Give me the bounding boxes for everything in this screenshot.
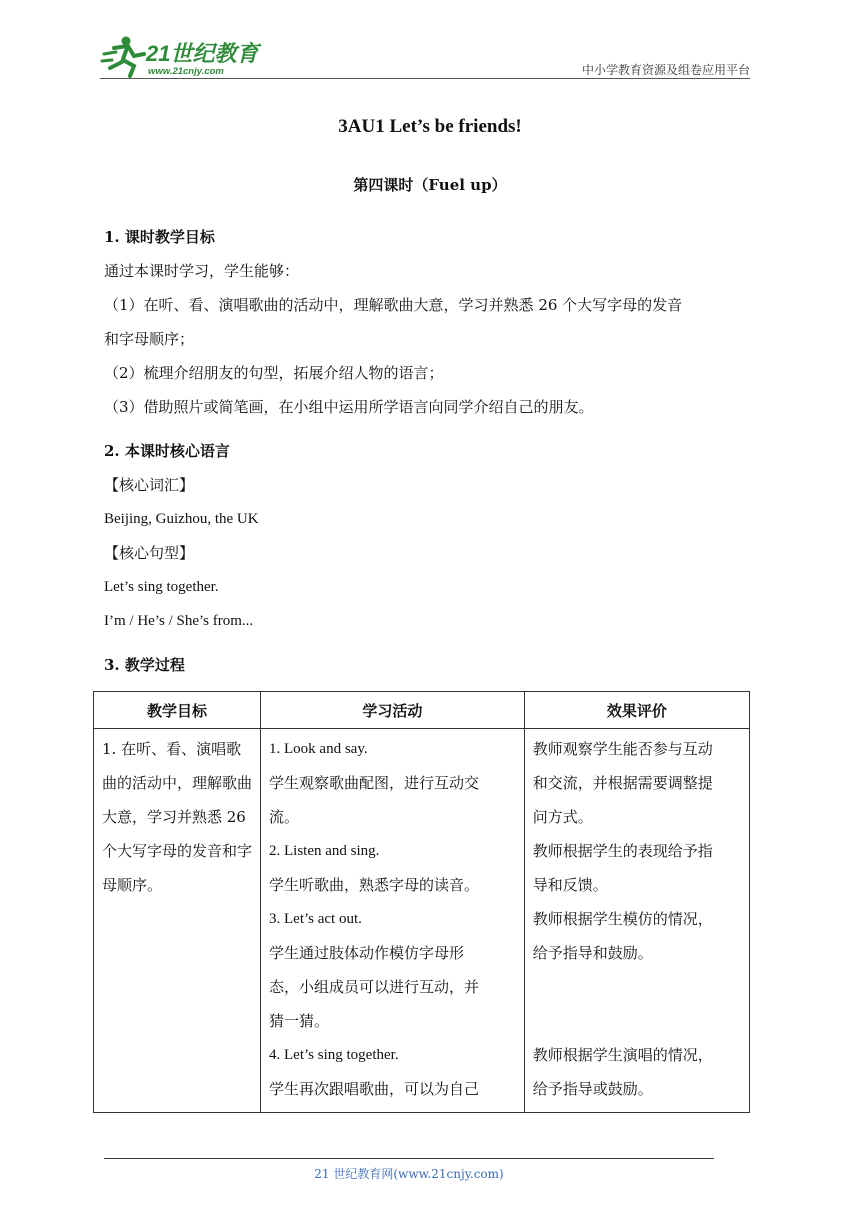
table-header-row [94, 692, 750, 729]
running-figure-icon [102, 37, 144, 77]
document-body [104, 220, 760, 682]
header-divider [100, 78, 750, 79]
evaluation-line: 给予指导和鼓励。 [532, 944, 653, 962]
evaluation-line: 教师根据学生演唱的情况， [532, 1046, 713, 1064]
evaluation-line: 教师根据学生模仿的情况， [532, 910, 713, 928]
paragraph-line: Let’s sing together. [104, 579, 219, 595]
paragraph-line: （1）在听、看、演唱歌曲的活动中，理解歌曲大意，学习并熟悉 26 个大写字母的发音 [104, 296, 683, 314]
paragraph-line: 和字母顺序； [104, 330, 195, 348]
evaluation-line: 教师观察学生能否参与互动 [532, 740, 713, 758]
svg-text:21世纪教育: 21世纪教育 [146, 41, 259, 66]
paragraph-line: Beijing, Guizhou, the UK [104, 511, 259, 527]
goal-cell [94, 729, 261, 1113]
activity-line: 态，小组成员可以进行互动，并 [269, 978, 480, 996]
paragraph-line: 【核心句型】 [104, 544, 195, 562]
svg-text:www.21cnjy.com: www.21cnjy.com [148, 66, 224, 77]
column-header: 学习活动 [261, 692, 525, 729]
logo [100, 34, 280, 78]
page-subtitle: 第四课时（Fuel up） [353, 176, 507, 194]
table-row [94, 729, 750, 1113]
evaluation-line: 教师根据学生的表现给予指 [532, 842, 713, 860]
activity-line: 1. Look and say. [269, 741, 368, 757]
activity-line: 学生通过肢体动作模仿字母形 [269, 944, 465, 962]
activity-line: 流。 [269, 808, 300, 826]
footer-divider [104, 1158, 714, 1159]
teaching-process-table [93, 691, 750, 1113]
activity-line: 学生观察歌曲配图，进行互动交 [269, 774, 480, 792]
section-heading-teaching-process: 3. 教学过程 [104, 656, 185, 674]
activity-line: 学生再次跟唱歌曲，可以为自己 [269, 1080, 480, 1098]
activity-line: 2. Listen and sing. [269, 843, 380, 859]
evaluation-cell [524, 729, 749, 1113]
page-header [100, 34, 750, 78]
section-heading-core-language: 2. 本课时核心语言 [104, 442, 230, 460]
paragraph-line: （3）借助照片或简笔画，在小组中运用所学语言向同学介绍自己的朋友。 [104, 398, 594, 416]
paragraph-line: I’m / He’s / She’s from... [104, 613, 254, 629]
column-header: 效果评价 [524, 692, 749, 729]
column-header: 教学目标 [94, 692, 261, 729]
evaluation-line: 给予指导或鼓励。 [532, 1080, 653, 1098]
footer-link[interactable]: 21 世纪教育网(www.21cnjy.com) [314, 1167, 504, 1181]
paragraph-line: 【核心词汇】 [104, 476, 195, 494]
evaluation-line [533, 970, 741, 1004]
activity-line: 学生听歌曲，熟悉字母的读音。 [269, 876, 480, 894]
evaluation-line: 和交流，并根据需要调整提 [532, 774, 713, 792]
activity-line: 猜一猜。 [269, 1012, 330, 1030]
evaluation-line: 导和反馈。 [532, 876, 608, 894]
section-heading-objectives: 1. 课时教学目标 [104, 228, 215, 246]
page-title: 3AU1 Let’s be friends! [338, 116, 522, 137]
platform-label: 中小学教育资源及组卷应用平台 [581, 63, 750, 77]
paragraph-line: 通过本课时学习，学生能够： [104, 262, 300, 280]
paragraph-line: （2）梳理介绍朋友的句型，拓展介绍人物的语言； [104, 364, 444, 382]
evaluation-line: 问方式。 [532, 808, 593, 826]
evaluation-line [533, 1004, 741, 1038]
activity-cell [261, 729, 525, 1113]
goal-text: 1. 在听、看、演唱歌曲的活动中，理解歌曲大意，学习并熟悉 26 个大写字母的发音和字母顺序。 [102, 740, 253, 894]
activity-line: 3. Let’s act out. [269, 911, 362, 927]
activity-line: 4. Let’s sing together. [269, 1047, 399, 1063]
